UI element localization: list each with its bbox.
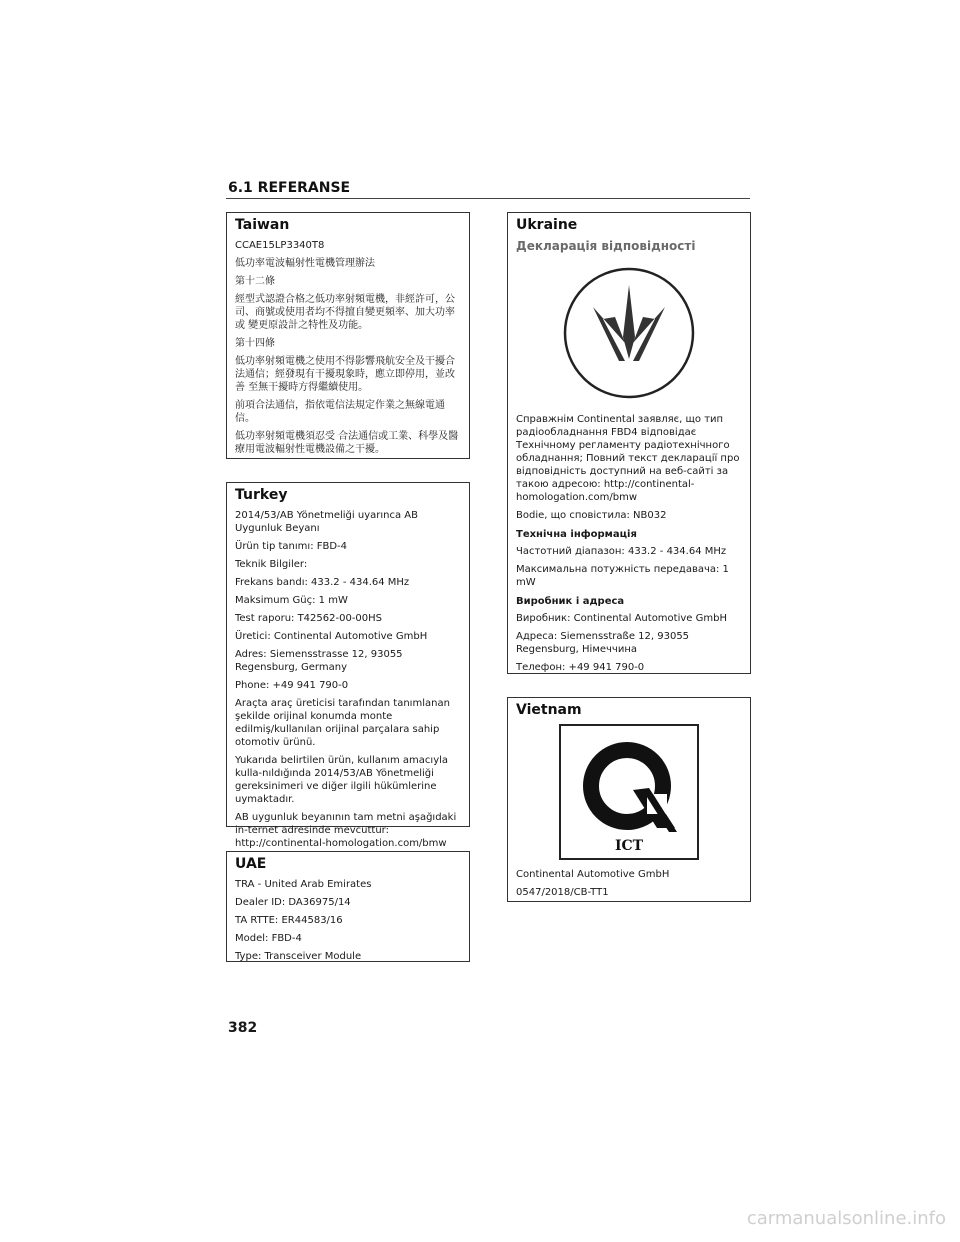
ukrainian-conformity-mark-icon — [559, 263, 699, 403]
turkey-paragraph: Yukarıda belirtilen ürün, kullanım amacıyla kulla-nıldığında 2014/53/AB Yönetmeliği gereksinimeri ve diğer ilgili hükümlerine uymaktadır. — [235, 755, 449, 805]
ukraine-paragraph: Bodie, що сповістила: NB032 — [516, 510, 667, 521]
turkey-paragraph: 2014/53/AB Yönetmeliği uyarınca AB Uygunluk Beyanı — [235, 510, 418, 534]
ukraine-paragraph: Телефон: +49 941 790-0 — [516, 662, 645, 673]
ukraine-box — [507, 212, 751, 674]
uae-box — [226, 851, 470, 962]
turkey-paragraph: Ürün tip tanımı: FBD-4 — [235, 541, 348, 552]
taiwan-paragraph: 低功率電波輻射性電機管理辦法 — [235, 258, 375, 269]
ukraine-paragraph: Виробник: Continental Automotive GmbH — [516, 613, 727, 624]
taiwan-box — [226, 212, 470, 459]
ict-logo-text: ICT — [614, 838, 644, 854]
uae-paragraph: TA RTTE: ER44583/16 — [235, 915, 343, 926]
ukraine-maker-heading: Виробник і адреса — [516, 596, 625, 607]
turkey-paragraph: Üretici: Continental Automotive GmbH — [235, 631, 428, 642]
turkey-paragraph: Teknik Bilgiler: — [235, 559, 308, 570]
taiwan-paragraph: 第十二條 — [235, 276, 275, 287]
turkey-paragraph: Maksimum Güç: 1 mW — [235, 595, 348, 606]
turkey-paragraph: Phone: +49 941 790-0 — [235, 680, 349, 691]
turkey-box — [226, 482, 470, 849]
taiwan-paragraph: 經型式認證合格之低功率射頻電機，非經許可，公司、商號或使用者均不得擅自變更頻率、加大功率或 變更原設計之特性及功能。 — [235, 294, 455, 331]
ukraine-paragraph: Справжнім Continental заявляє, що тип радіообладнання FBD4 відповідає Технічному регламенту радіотехнічного обладнання; Повний текст декларації про відповідність доступний на веб-сайті за такою адресою: http://continental-homologation.com/bmw — [516, 414, 740, 503]
vietnam-paragraph: Continental Automotive GmbH — [516, 869, 670, 880]
taiwan-paragraph: 低功率射頻電機須忍受 合法通信或工業、科學及醫療用電波輻射性電機設備之干擾。 — [235, 431, 459, 455]
taiwan-paragraph: CCAE15LP3340T8 — [235, 240, 325, 251]
ukraine-subtitle: Декларація відповідності — [516, 239, 696, 253]
vietnam-paragraph: 0547/2018/CB-TT1 — [516, 887, 609, 898]
uae-paragraph: Type: Transceiver Module — [235, 951, 362, 962]
turkey-paragraph: AB uygunluk beyanının tam metni aşağıdaki in-ternet adresinde mevcuttur: http://continental-homologation.com/bmw — [235, 812, 457, 849]
taiwan-title: Taiwan — [235, 217, 290, 233]
turkey-paragraph: Frekans bandı: 433.2 - 434.64 MHz — [235, 577, 410, 588]
uae-paragraph: Model: FBD-4 — [235, 933, 302, 944]
vietnam-box — [507, 697, 751, 902]
uae-paragraph: TRA - United Arab Emirates — [235, 879, 372, 890]
turkey-paragraph: Test raporu: T42562-00-00HS — [235, 613, 383, 624]
ukraine-paragraph: Адреса: Siemensstraße 12, 93055 Regensburg, Німеччина — [516, 631, 690, 655]
ukraine-paragraph: Максимальна потужність передавача: 1 mW — [516, 564, 729, 588]
watermark: carmanualsonline.info — [746, 1208, 946, 1229]
section-divider — [226, 198, 750, 199]
vietnam-title: Vietnam — [516, 702, 582, 718]
ukraine-title: Ukraine — [516, 217, 578, 233]
ukraine-paragraph: Частотний діапазон: 433.2 - 434.64 MHz — [516, 546, 727, 557]
page-number: 382 — [228, 1020, 258, 1036]
uae-paragraph: Dealer ID: DA36975/14 — [235, 897, 351, 908]
ict-logo-icon — [559, 724, 699, 860]
taiwan-paragraph: 低功率射頻電機之使用不得影響飛航安全及干擾合法通信；經發現有干擾現象時，應立即停用，並改善 至無干擾時方得繼續使用。 — [235, 356, 455, 393]
turkey-paragraph: Adres: Siemensstrasse 12, 93055 Regensburg, Germany — [235, 649, 403, 673]
turkey-paragraph: Araçta araç üreticisi tarafından tanımlanan şekilde orijinal konumda monte edilmiş/kullanılan orijinal parçalara sahip otomotiv ürünü. — [235, 698, 450, 748]
section-title: 6.1 REFERANSE — [228, 180, 351, 196]
taiwan-paragraph: 第十四條 — [235, 338, 275, 349]
turkey-title: Turkey — [235, 487, 288, 503]
ukraine-tech-heading: Технічна інформація — [516, 529, 637, 540]
taiwan-paragraph: 前項合法通信，指依電信法規定作業之無線電通信。 — [235, 400, 445, 424]
uae-title: UAE — [235, 856, 267, 872]
